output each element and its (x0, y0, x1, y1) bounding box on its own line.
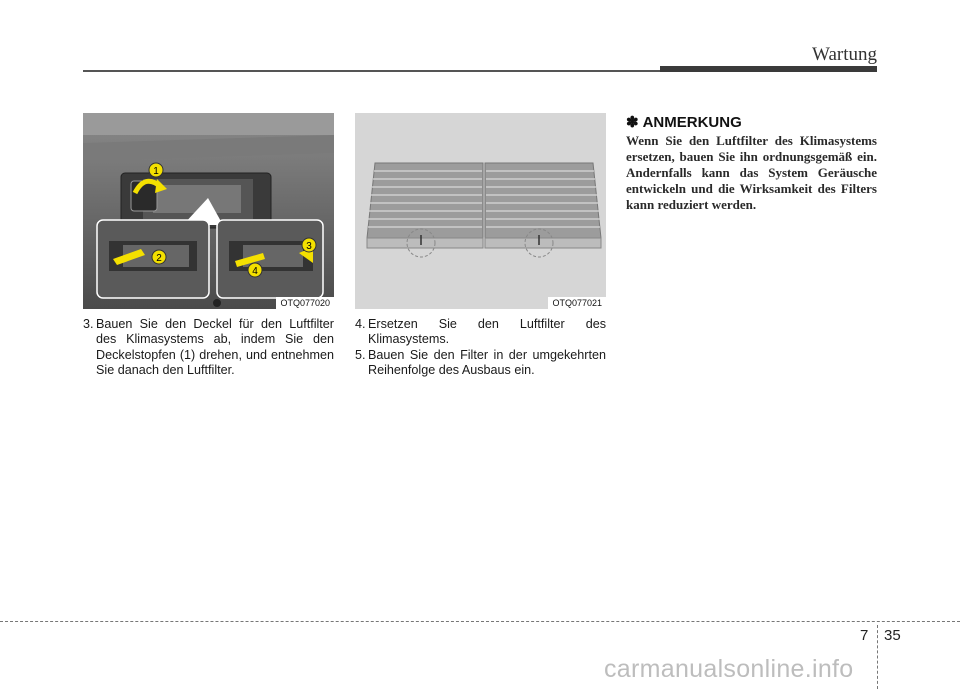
watermark: carmanualsonline.info (604, 655, 854, 683)
step-text: Bauen Sie den Filter in der umgekehrten Reihenfolge des Ausbaus ein. (368, 348, 606, 378)
note-heading (626, 113, 742, 131)
callout-1: 1 (153, 166, 159, 177)
note-title: ANMERKUNG (642, 113, 742, 131)
figure-code: OTQ077021 (548, 297, 606, 309)
footer-divider (0, 621, 960, 622)
header-rule-accent (660, 66, 877, 72)
header-rule (83, 70, 663, 72)
air-filter-illustration (355, 113, 606, 309)
step-text: Ersetzen Sie den Luftfilter des Klimasystems. (368, 317, 606, 347)
figure-code: OTQ077020 (276, 297, 334, 309)
step-4 (355, 317, 606, 348)
footer-page-divider (877, 625, 878, 689)
chapter-number: 7 (860, 627, 869, 644)
note-icon: ✽ (626, 114, 639, 131)
page-number: 35 (884, 627, 901, 644)
step-number: 4. (355, 317, 366, 331)
step-3 (83, 317, 334, 379)
note-body: Wenn Sie den Luftfilter des Klimasystems ersetzen, bauen Sie ihn ordnungsgemäß ein. Andernfalls kann das System Geräusche entwickeln und die Wirksamkeit des Filters kann reduziert werden. (626, 133, 877, 212)
figure-air-filter (355, 113, 606, 309)
figure-filter-cover (83, 113, 334, 309)
step-number: 5. (355, 348, 366, 362)
callout-3: 3 (306, 241, 312, 252)
callout-2: 2 (156, 253, 162, 264)
step-text: Bauen Sie den Deckel für den Luftfilter des Klimasystems ab, indem Sie den Deckelstopfen (1) drehen, und entnehmen Sie danach den Luftfilter. (96, 317, 334, 378)
step-number: 3. (83, 317, 94, 331)
callout-4: 4 (252, 266, 258, 277)
header-title: Wartung (812, 44, 877, 65)
step-5 (355, 348, 606, 379)
filter-cover-illustration (83, 113, 334, 309)
